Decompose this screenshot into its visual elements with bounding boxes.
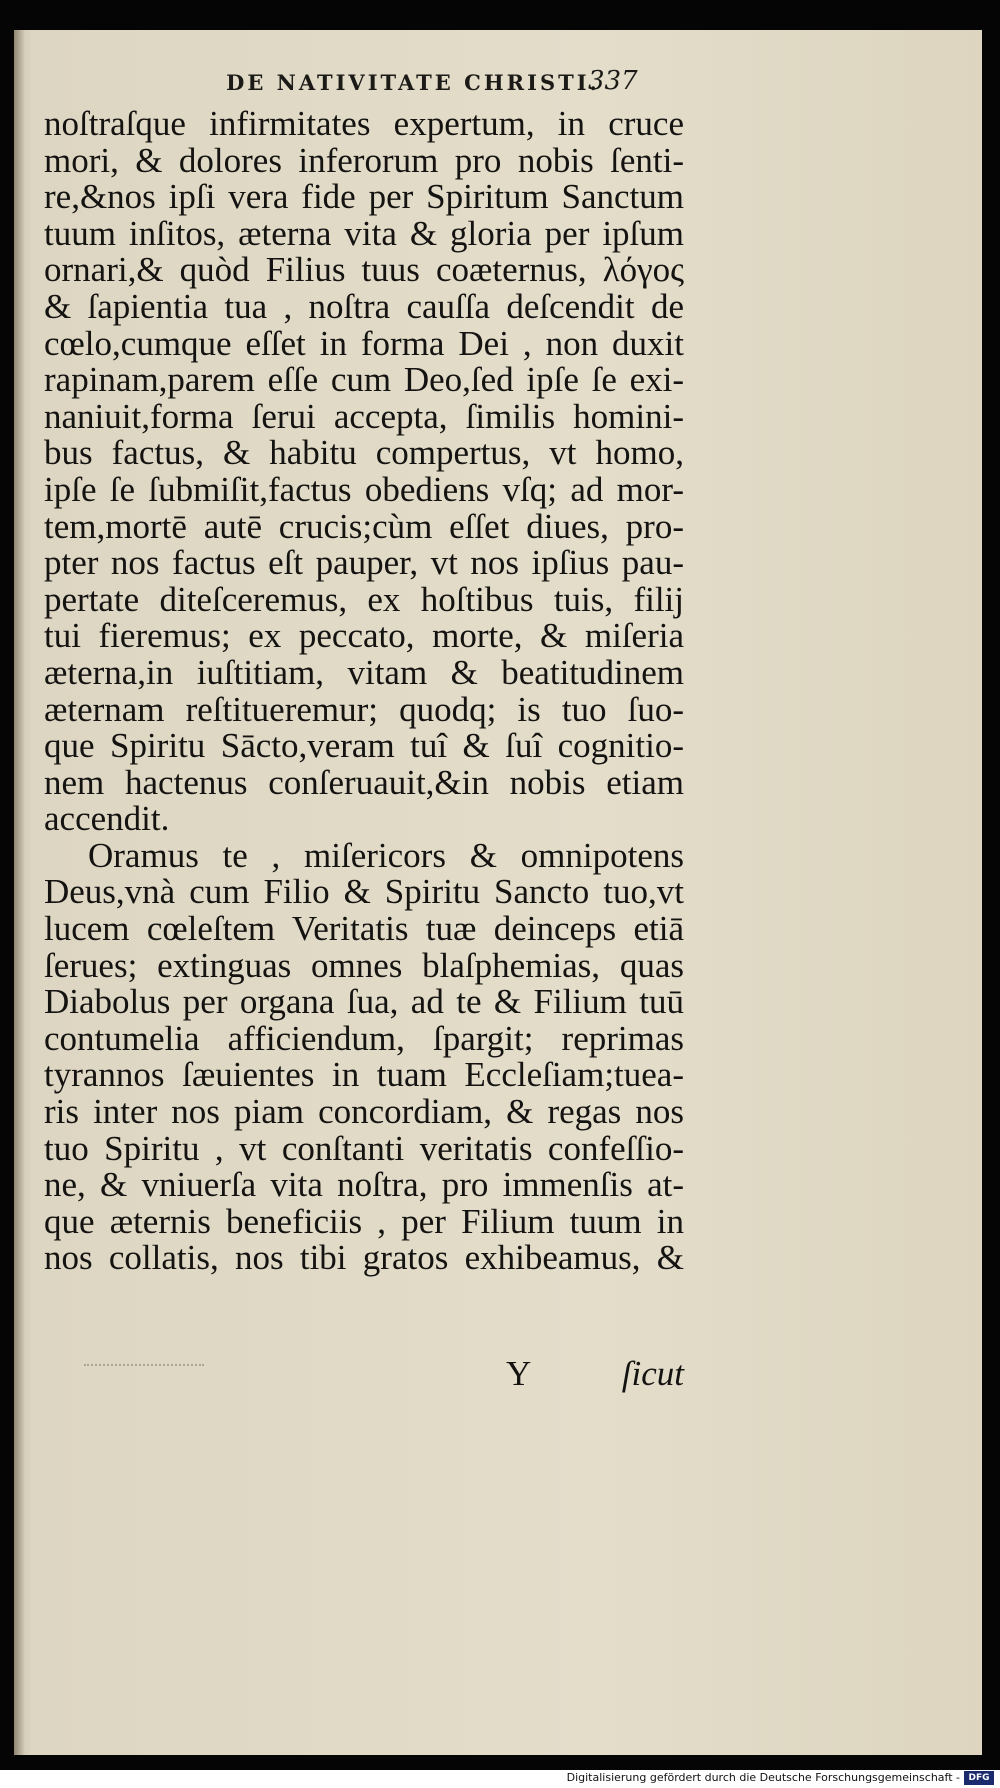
text-line: tui fieremus; ex peccato, morte, & miſeria (44, 616, 684, 656)
text-line: ipſe ſe ſubmiſit,factus obediens vſq; ad mor- (44, 469, 684, 509)
text-line: cœlo,cumque eſſet in forma Dei , non duxit (44, 323, 684, 363)
text-line: que æternis beneficiis , per Filium tuum in (44, 1201, 684, 1241)
text-line: & ſapientia tua , noſtra cauſſa deſcendit de (44, 286, 684, 326)
page-footer (44, 1354, 684, 1394)
text-line: ris inter nos piam concordiam, & regas nos (44, 1092, 684, 1132)
text-line: Deus,vnà cum Filio & Spiritu Sancto tuo,vt (44, 872, 684, 912)
book-page (14, 30, 982, 1755)
text-line: pter nos factus eſt pauper, vt nos ipſius pau- (44, 543, 684, 583)
text-line: nem hactenus conſeruauit,&in nobis etiam (44, 762, 684, 802)
body-text (44, 106, 684, 1277)
ink-smudge (84, 1364, 204, 1380)
text-line: re,&nos ipſi vera fide per Spiritum Sanctum (44, 177, 684, 217)
page-number: 337 (588, 66, 638, 96)
text-line: æterna,in iuſtitiam, vitam & beatitudinem (44, 652, 684, 692)
text-line: naniuit,forma ſerui accepta, ſimilis homini- (44, 396, 684, 436)
text-line: tuo Spiritu , vt conſtanti veritatis confeſſio- (44, 1128, 684, 1168)
dfg-logo: DFG (964, 1771, 994, 1785)
text-line: ne, & vniuerſa vita noſtra, pro immenſis at- (44, 1165, 684, 1205)
text-line: tuum inſitos, æterna vita & gloria per ipſum (44, 213, 684, 253)
text-line: rapinam,parem eſſe cum Deo,ſed ipſe ſe exi- (44, 360, 684, 400)
text-line: ornari,& quòd Filius tuus coæternus, λόγος (44, 250, 684, 290)
text-line: mori, & dolores inferorum pro nobis ſenti- (44, 140, 684, 180)
catchword: ſicut (621, 1354, 684, 1393)
text-line: tem,mortē autē crucis;cùm eſſet diues, pro- (44, 506, 684, 546)
text-line: pertate diteſceremus, ex hoſtibus tuis, filij (44, 579, 684, 619)
text-line: lucem cœleſtem Veritatis tuæ deinceps etiā (44, 909, 684, 949)
text-line: noſtraſque infirmitates expertum, in cruce (44, 104, 684, 143)
attribution-text: Digitalisierung gefördert durch die Deutsche Forschungsgemeinschaft - (566, 1771, 960, 1784)
text-line: ſerues; extinguas omnes blaſphemias, quas (44, 945, 684, 985)
running-head: DE NATIVITATE CHRISTI. (226, 70, 600, 95)
text-line: bus factus, & habitu compertus, vt homo, (44, 433, 684, 473)
text-line: que Spiritu Sācto,veram tuî & ſuî cognitio- (44, 726, 684, 766)
text-line: æternam reſtitueremur; quodq; is tuo ſuo- (44, 689, 684, 729)
text-line: contumelia afficiendum, ſpargit; reprimas (44, 1018, 684, 1058)
text-line: tyrannos ſæuientes in tuam Eccleſiam;tuea- (44, 1055, 684, 1095)
text-line: Diabolus per organa ſua, ad te & Filium tuū (44, 982, 684, 1022)
text-line: accendit. (44, 799, 170, 839)
signature-mark: Y (506, 1354, 532, 1393)
page-gutter-shadow (14, 30, 24, 1755)
text-line: Oramus te , miſericors & omnipotens (88, 835, 684, 875)
text-line: nos collatis, nos tibi gratos exhibeamus, & (44, 1238, 684, 1278)
